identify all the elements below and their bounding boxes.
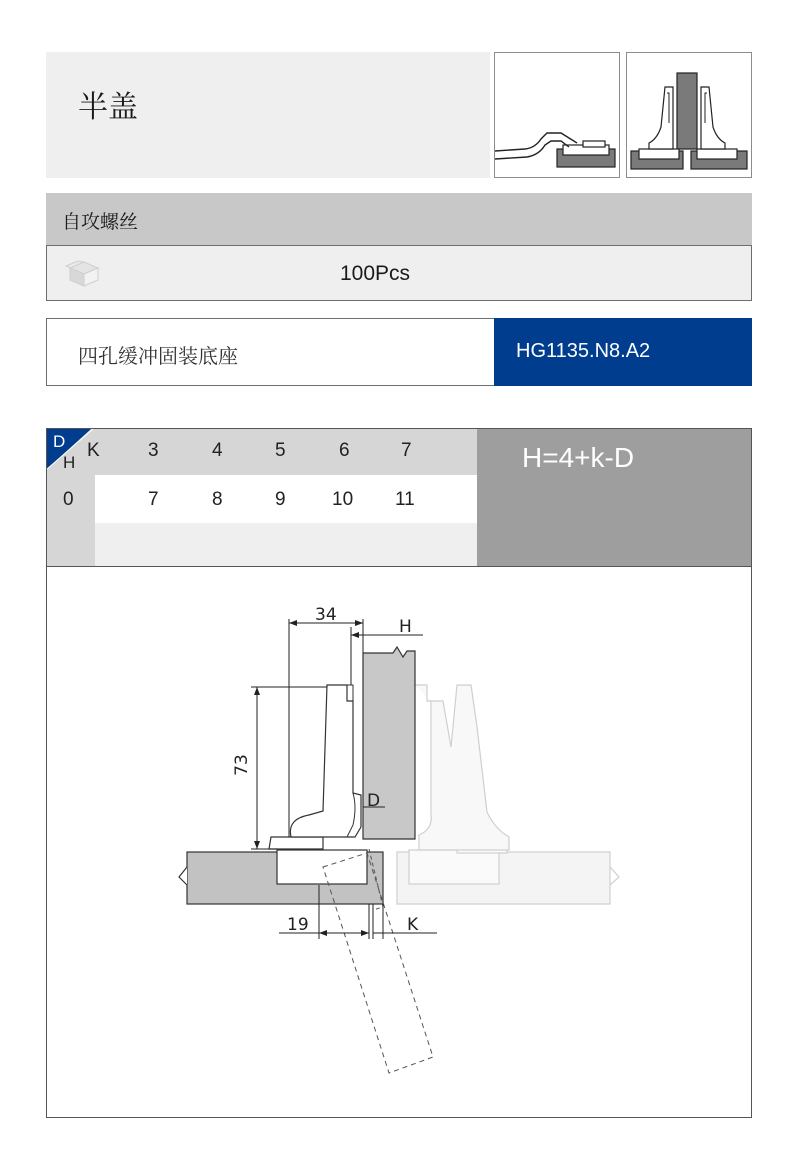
dim-h-label: H xyxy=(399,617,412,637)
d-value-row: 0 xyxy=(63,489,74,510)
dim-k-label: K xyxy=(407,915,419,935)
corner-d-label: D xyxy=(53,432,66,451)
dim-34-label: 34 xyxy=(315,605,337,625)
k-value-header: 6 xyxy=(339,440,350,461)
page-title: 半盖 xyxy=(78,90,138,125)
box-icon xyxy=(62,258,106,288)
overlay-hinge-side-icon xyxy=(494,52,620,178)
corner-k-label: K xyxy=(87,440,100,461)
packing-quantity: 100Pcs xyxy=(340,262,411,285)
h-value-cell: 11 xyxy=(395,489,415,510)
formula-text: H=4+k-D xyxy=(522,442,635,473)
k-value-header: 5 xyxy=(275,440,286,461)
k-value-header: 7 xyxy=(401,440,412,461)
h-value-cell: 9 xyxy=(275,489,286,510)
screw-type-bar xyxy=(46,193,752,245)
hinge-technical-drawing xyxy=(47,567,751,1117)
product-code: HG1135.N8.A2 xyxy=(516,340,651,362)
dim-d-label: D xyxy=(367,791,381,811)
h-value-cell: 7 xyxy=(148,489,159,510)
dim-73-label: 73 xyxy=(231,754,252,776)
k-value-header: 4 xyxy=(212,440,223,461)
dim-19-label: 19 xyxy=(287,915,309,935)
overlay-hinge-front-icon xyxy=(626,52,752,178)
k-value-header: 3 xyxy=(148,440,159,461)
h-value-cell: 8 xyxy=(212,489,223,510)
h-value-cell: 10 xyxy=(332,489,354,510)
corner-h-label: H xyxy=(63,453,76,472)
dimension-table xyxy=(47,429,477,567)
base-plate-label: 四孔缓冲固装底座 xyxy=(78,344,238,368)
screw-type-label: 自攻螺丝 xyxy=(62,211,139,233)
